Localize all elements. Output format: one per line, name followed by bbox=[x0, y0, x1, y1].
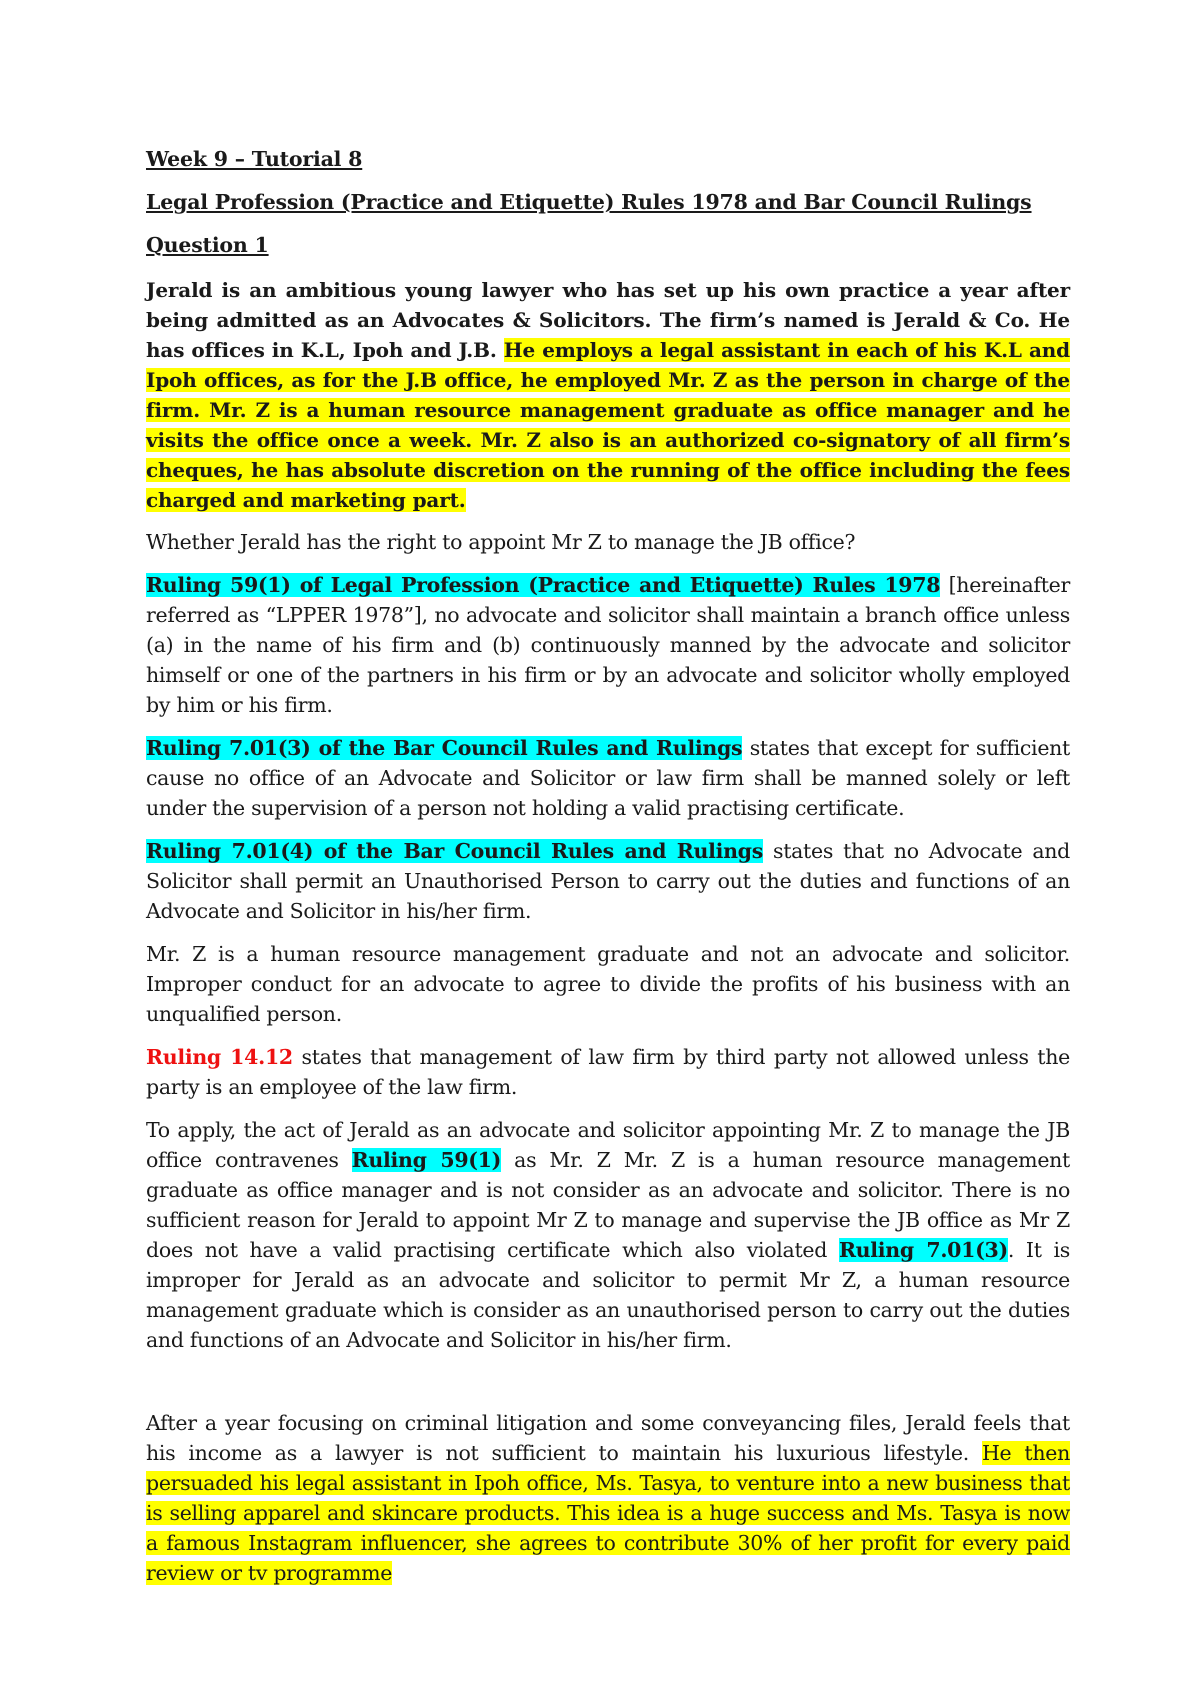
rule-7-01-3-text: states that except for sufficient cause no office of an Advocate and Solicitor or law firm shall be manned solely or left under the supervision of a person not holding a valid practising certificate. bbox=[146, 736, 1070, 820]
facts-highlighted: He employs a legal assistant in each of his K.L and Ipoh offices, as for the J.B office, he employed Mr. Z as the person in charge of the firm. Mr. Z is a human resource management graduate as office manager and he visits the office once a week. Mr. Z also is an authorized co-signatory of all firm’s cheques, he has absolute discretion on the running of the office including the fees charged and marketing part. bbox=[146, 338, 1070, 512]
mr-z-paragraph: Mr. Z is a human resource management graduate and not an advocate and solicitor. Improper conduct for an advocate to agree to divide the profits of his business with an unqualified person. bbox=[146, 942, 1070, 1026]
closing-highlighted: He then persuaded his legal assistant in Ipoh office, Ms. Tasya, to venture into a new business that is selling apparel and skincare products. This idea is a huge success and Ms. Tasya is now a famous Instagram influencer, she agrees to contribute 30% of her profit for every paid review or tv programme bbox=[146, 1441, 1071, 1585]
doc-title: Week 9 – Tutorial 8 bbox=[146, 147, 363, 171]
rule-59-1-citation: Ruling 59(1) of Legal Profession (Practice and Etiquette) Rules 1978 bbox=[146, 573, 941, 597]
rule-14-12-citation: Ruling 14.12 bbox=[146, 1045, 293, 1069]
issue-statement: Whether Jerald has the right to appoint Mr Z to manage the JB office? bbox=[146, 530, 856, 554]
rule-14-12-text: states that management of law firm by third party not allowed unless the party is an employee of the law firm. bbox=[146, 1045, 1070, 1099]
application-paragraph bbox=[146, 1115, 1070, 1355]
closing-plain: After a year focusing on criminal litigation and some conveyancing files, Jerald feels that his income as a lawyer is not sufficient to maintain his luxurious lifestyle. bbox=[146, 1411, 1070, 1465]
application-citation-59-1: Ruling 59(1) bbox=[351, 1148, 502, 1172]
rule-14-12-paragraph bbox=[146, 1042, 1070, 1102]
question-heading: Question 1 bbox=[146, 233, 269, 257]
closing-paragraph bbox=[146, 1408, 1070, 1588]
rule-7-01-4-paragraph bbox=[146, 836, 1070, 926]
rule-7-01-4-text: states that no Advocate and Solicitor shall permit an Unauthorised Person to carry out the duties and functions of an Advocate and Solicitor in his/her firm. bbox=[146, 839, 1070, 923]
paragraph-spacer bbox=[146, 1368, 1070, 1408]
rule-7-01-4-citation: Ruling 7.01(4) of the Bar Council Rules and Rulings bbox=[146, 839, 763, 863]
facts-plain: Jerald is an ambitious young lawyer who has set up his own practice a year after being admitted as an Advocates & Solicitors. The firm’s named is Jerald & Co. He has offices in K.L, Ipoh and J.B. bbox=[146, 278, 1070, 362]
rule-59-1-paragraph bbox=[146, 570, 1070, 720]
rule-7-01-3-paragraph bbox=[146, 733, 1070, 823]
rule-7-01-3-citation: Ruling 7.01(3) of the Bar Council Rules and Rulings bbox=[146, 736, 743, 760]
application-part-2: as Mr. Z Mr. Z is a human resource management graduate as office manager and is not consider as an advocate and solicitor. There is no sufficient reason for Jerald to appoint Mr Z to manage and supervise the JB office as Mr Z does not have a valid practising certificate which also violated bbox=[146, 1148, 1070, 1262]
application-citation-7-01-3: Ruling 7.01(3) bbox=[838, 1238, 1008, 1262]
rule-59-1-text: [hereinafter referred as “LPPER 1978”], no advocate and solicitor shall maintain a branch office unless (a) in the name of his firm and (b) continuously manned by the advocate and solicitor himself or one of the partners in his firm or by an advocate and solicitor wholly employed by him or his firm. bbox=[146, 573, 1070, 717]
question-facts bbox=[146, 275, 1070, 515]
application-part-3: . It is improper for Jerald as an advocate and solicitor to permit Mr Z, a human resource management graduate which is consider as an unauthorised person to carry out the duties and functions of an Advocate and Solicitor in his/her firm. bbox=[146, 1238, 1070, 1352]
application-part-1: To apply, the act of Jerald as an advocate and solicitor appointing Mr. Z to manage the JB office contravenes bbox=[146, 1118, 1070, 1172]
doc-subtitle: Legal Profession (Practice and Etiquette) Rules 1978 and Bar Council Rulings bbox=[146, 190, 1032, 214]
